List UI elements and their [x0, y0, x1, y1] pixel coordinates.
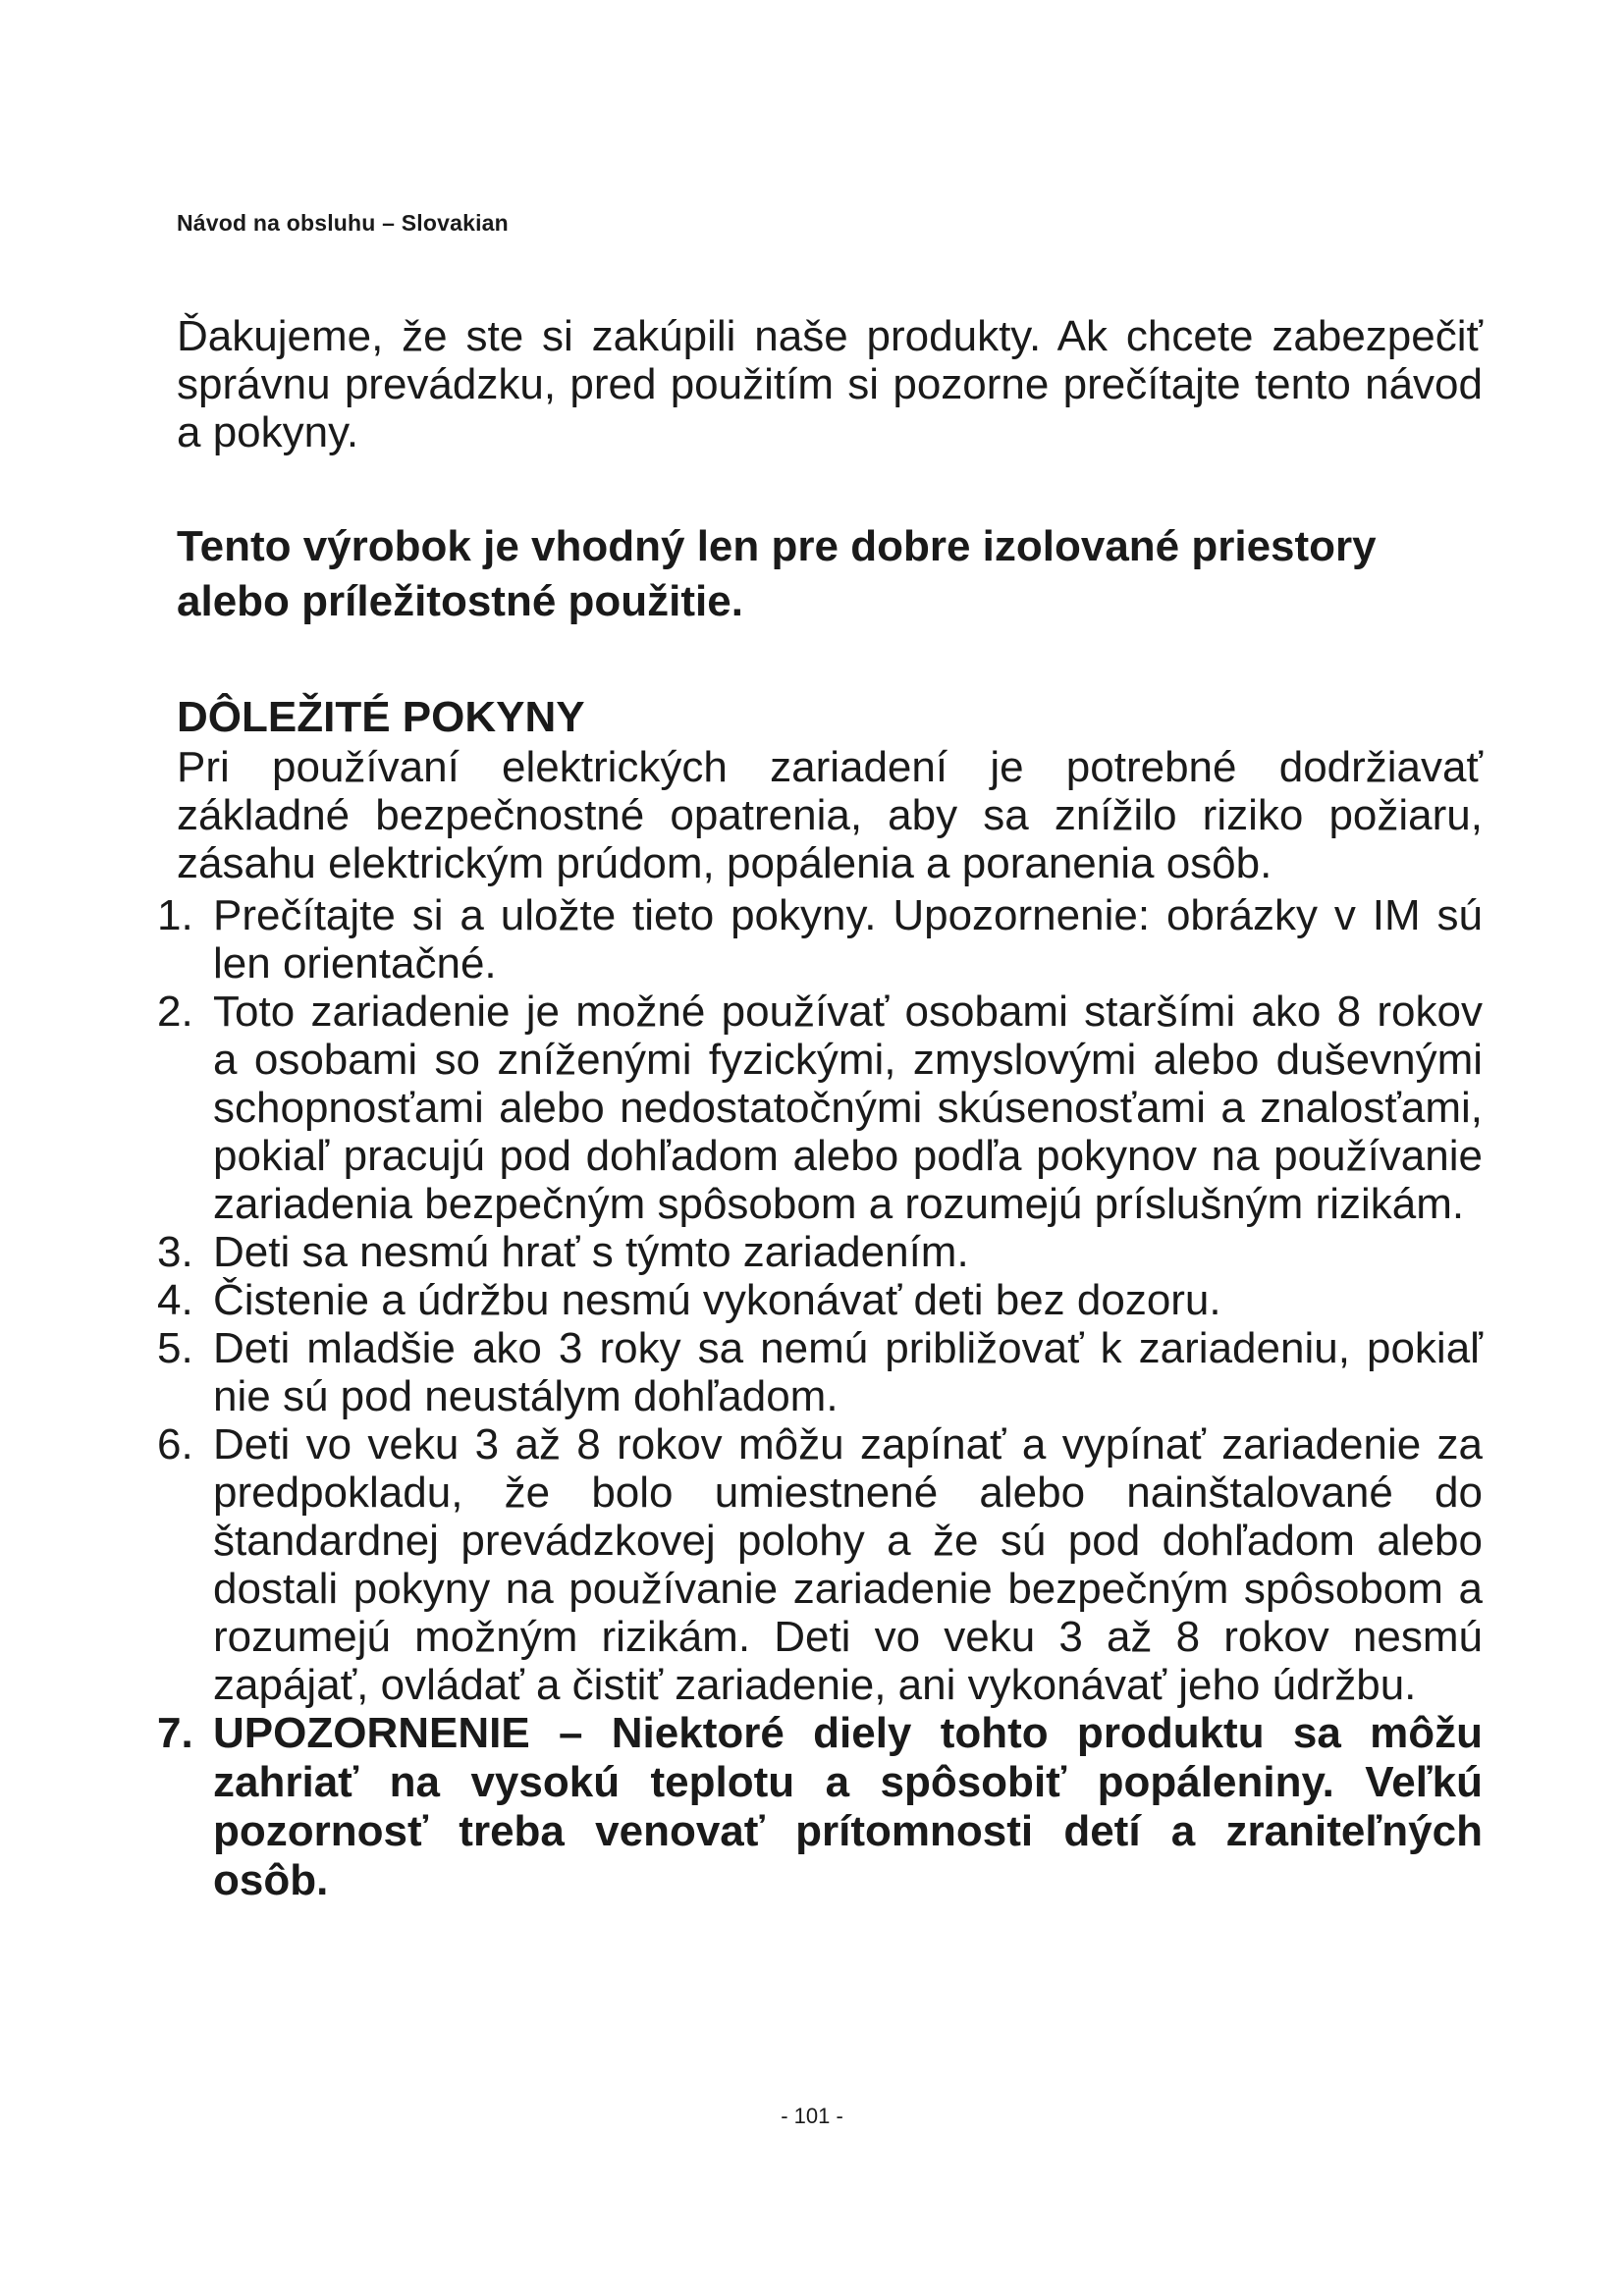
list-item: [157, 988, 1483, 1228]
list-item-number: 6.: [157, 1420, 193, 1468]
page-content: [157, 312, 1483, 1905]
list-item-text: Prečítajte si a uložte tieto pokyny. Upozornenie: obrázky v IM sú len orientačné.: [213, 891, 1483, 988]
list-item-text: Deti mladšie ako 3 roky sa nemú približovať k zariadeniu, pokiaľ nie sú pod neustálym dohľadom.: [213, 1324, 1483, 1420]
section-intro: Pri používaní elektrických zariadení je potrebné dodržiavať základné bezpečnostné opatrenia, aby sa znížilo riziko požiaru, zásahu elektrickým prúdom, popálenia a poranenia osôb.: [177, 743, 1483, 887]
list-item: [157, 1228, 1483, 1276]
list-item: [157, 1276, 1483, 1324]
section-title: DÔLEŽITÉ POKYNY: [177, 693, 585, 741]
list-item-number: 5.: [157, 1324, 193, 1372]
list-item-number: 7.: [157, 1709, 193, 1757]
list-item-number: 4.: [157, 1276, 193, 1324]
page-header: Návod na obsluhu – Slovakian: [177, 210, 509, 236]
usage-notice: Tento výrobok je vhodný len pre dobre izolované priestory alebo príležitostné použitie.: [177, 522, 1377, 625]
list-item: [157, 891, 1483, 988]
list-item: [157, 1324, 1483, 1420]
list-item-text: UPOZORNENIE – Niektoré diely tohto produktu sa môžu zahriať na vysokú teplotu a spôsobiť popáleniny. Veľkú pozornosť treba venovať prítomnosti detí a zraniteľných osôb.: [213, 1709, 1483, 1904]
list-item-text: Deti vo veku 3 až 8 rokov môžu zapínať a vypínať zariadenie za predpokladu, že bolo umiestnené alebo nainštalované do štandardnej prevádzkovej polohy a že sú pod dohľadom alebo dostali pokyny na používanie zariadenie bezpečným spôsobom a rozumejú možným rizikám. Deti vo veku 3 až 8 rokov nesmú zapájať, ovládať a čistiť zariadenie, ani vykonávať jeho údržbu.: [213, 1420, 1483, 1709]
list-item-number: 1.: [157, 891, 193, 939]
list-item-text: Deti sa nesmú hrať s týmto zariadením.: [213, 1228, 969, 1276]
list-item-number: 3.: [157, 1228, 193, 1276]
list-item-text: Toto zariadenie je možné používať osobami staršími ako 8 rokov a osobami so zníženými fyzickými, zmyslovými alebo duševnými schopnosťami alebo nedostatočnými skúsenosťami a znalosťami, pokiaľ pracujú pod dohľadom alebo podľa pokynov na používanie zariadenia bezpečným spôsobom a rozumejú príslušným rizikám.: [213, 988, 1483, 1228]
intro-paragraph: Ďakujeme, že ste si zakúpili naše produkty. Ak chcete zabezpečiť správnu prevádzku, pred použitím si pozorne prečítajte tento návod a pokyny.: [177, 312, 1483, 456]
list-item-number: 2.: [157, 988, 193, 1036]
warning-list-item: [157, 1709, 1483, 1905]
instruction-list: [157, 891, 1483, 1905]
list-item: [157, 1420, 1483, 1709]
list-item-text: Čistenie a údržbu nesmú vykonávať deti bez dozoru.: [213, 1276, 1221, 1324]
page-number: - 101 -: [781, 2104, 843, 2128]
